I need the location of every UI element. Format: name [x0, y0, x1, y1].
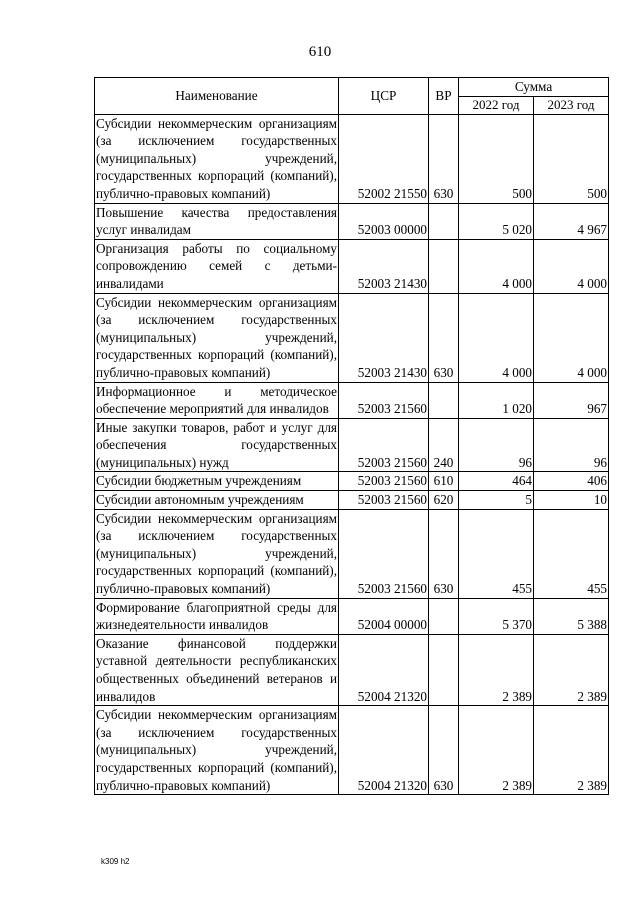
- row-vr: [429, 598, 459, 634]
- row-2022: 455: [459, 509, 534, 598]
- header-csr: ЦСР: [339, 78, 429, 115]
- row-2023: 2 389: [534, 634, 609, 705]
- row-name: Субсидии автономным учреждениям: [95, 491, 339, 510]
- table-row: [95, 598, 609, 634]
- row-2022: 2 389: [459, 706, 534, 795]
- row-2023: 2 389: [534, 706, 609, 795]
- header-year-2022: 2022 год: [459, 96, 534, 114]
- page-number: 610: [308, 44, 332, 60]
- row-2022: 96: [459, 418, 534, 472]
- row-name: Субсидии некоммерческим организациям (за исключением государственных (муниципальных) учреждений, государственных корпораций (компаний), публично-правовых компаний): [95, 114, 339, 203]
- row-name: Иные закупки товаров, работ и услуг для обеспечения государственных (муниципальных) нужд: [95, 418, 339, 472]
- row-2023: 4 000: [534, 239, 609, 293]
- budget-table: [94, 77, 609, 795]
- table-row: [95, 114, 609, 203]
- row-name: Оказание финансовой поддержки уставной деятельности республиканских общественных объединений ветеранов и инвалидов: [95, 634, 339, 705]
- table-row: [95, 472, 609, 491]
- header-name: Наименование: [95, 78, 339, 115]
- row-2023: 4 000: [534, 293, 609, 382]
- row-2022: 4 000: [459, 293, 534, 382]
- table-row: [95, 706, 609, 795]
- table-row: [95, 293, 609, 382]
- table-row: [95, 203, 609, 239]
- row-vr: [429, 239, 459, 293]
- table-row: [95, 634, 609, 705]
- row-csr: 52003 21560: [339, 418, 429, 472]
- row-name: Субсидии бюджетным учреждениям: [95, 472, 339, 491]
- document-code: k309 h2: [101, 857, 130, 866]
- header-sum: Сумма: [459, 78, 609, 97]
- header-year-2023: 2023 год: [534, 96, 609, 114]
- row-vr: 620: [429, 491, 459, 510]
- row-csr: 52004 21320: [339, 706, 429, 795]
- row-2023: 406: [534, 472, 609, 491]
- row-name: Организация работы по социальному сопровождению семей с детьми-инвалидами: [95, 239, 339, 293]
- row-2023: 96: [534, 418, 609, 472]
- header-vr: ВР: [429, 78, 459, 115]
- row-2022: 464: [459, 472, 534, 491]
- row-csr: 52003 00000: [339, 203, 429, 239]
- row-2022: 500: [459, 114, 534, 203]
- row-vr: [429, 382, 459, 418]
- table-row: [95, 239, 609, 293]
- row-name: Информационное и методическое обеспечение мероприятий для инвалидов: [95, 382, 339, 418]
- table-row: [95, 382, 609, 418]
- row-name: Субсидии некоммерческим организациям (за исключением государственных (муниципальных) учреждений, государственных корпораций (компаний), публично-правовых компаний): [95, 509, 339, 598]
- row-csr: 52004 21320: [339, 634, 429, 705]
- row-2022: 1 020: [459, 382, 534, 418]
- row-2022: 5: [459, 491, 534, 510]
- row-2022: 2 389: [459, 634, 534, 705]
- table-body: [95, 114, 609, 795]
- row-2023: 4 967: [534, 203, 609, 239]
- row-2023: 967: [534, 382, 609, 418]
- row-vr: [429, 203, 459, 239]
- row-vr: 630: [429, 114, 459, 203]
- row-vr: 630: [429, 509, 459, 598]
- row-vr: [429, 634, 459, 705]
- row-csr: 52004 00000: [339, 598, 429, 634]
- row-2023: 10: [534, 491, 609, 510]
- row-2022: 5 370: [459, 598, 534, 634]
- row-vr: 630: [429, 293, 459, 382]
- row-csr: 52003 21560: [339, 509, 429, 598]
- row-2023: 500: [534, 114, 609, 203]
- row-2023: 455: [534, 509, 609, 598]
- row-csr: 52003 21560: [339, 472, 429, 491]
- row-vr: 610: [429, 472, 459, 491]
- table-row: [95, 509, 609, 598]
- row-2022: 4 000: [459, 239, 534, 293]
- row-csr: 52003 21430: [339, 293, 429, 382]
- row-name: Повышение качества предоставления услуг инвалидам: [95, 203, 339, 239]
- row-csr: 52002 21550: [339, 114, 429, 203]
- row-csr: 52003 21560: [339, 382, 429, 418]
- row-2023: 5 388: [534, 598, 609, 634]
- row-vr: 630: [429, 706, 459, 795]
- row-2022: 5 020: [459, 203, 534, 239]
- table-row: [95, 491, 609, 510]
- row-name: Субсидии некоммерческим организациям (за исключением государственных (муниципальных) учреждений, государственных корпораций (компаний), публично-правовых компаний): [95, 293, 339, 382]
- row-csr: 52003 21560: [339, 491, 429, 510]
- row-vr: 240: [429, 418, 459, 472]
- row-name: Субсидии некоммерческим организациям (за исключением государственных (муниципальных) учреждений, государственных корпораций (компаний), публично-правовых компаний): [95, 706, 339, 795]
- table-row: [95, 418, 609, 472]
- row-name: Формирование благоприятной среды для жизнедеятельности инвалидов: [95, 598, 339, 634]
- row-csr: 52003 21430: [339, 239, 429, 293]
